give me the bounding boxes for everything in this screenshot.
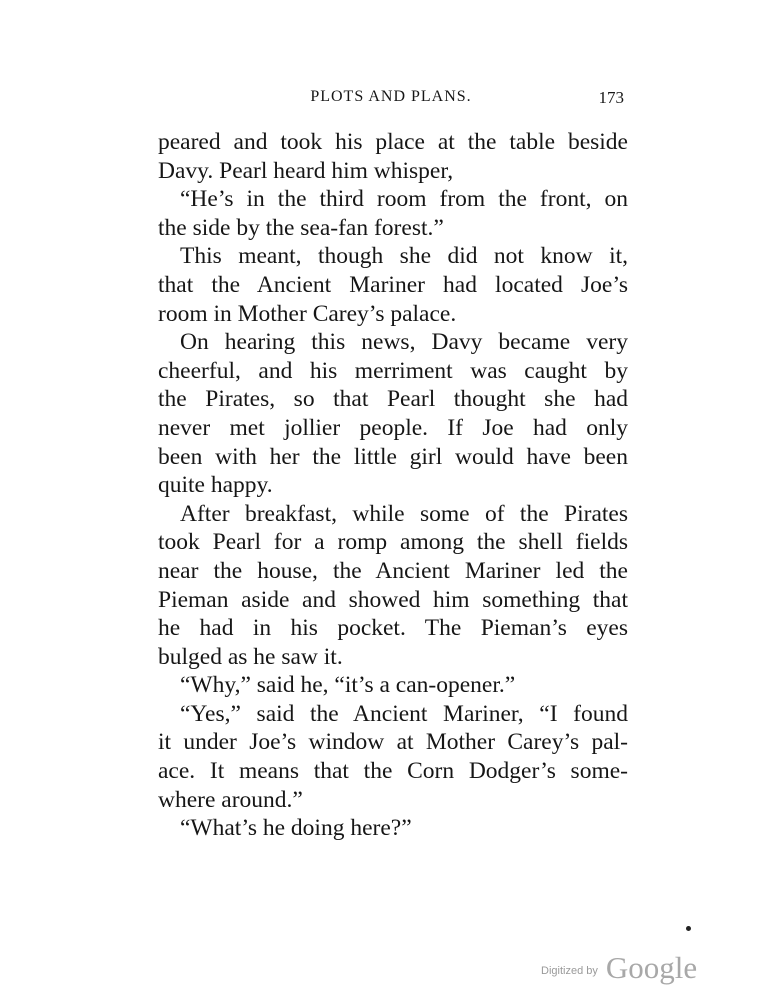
page-number: 173 — [598, 88, 624, 107]
text-line: “What’s he doing here?” — [180, 815, 412, 842]
text-line: “Why,” said he, “it’s a can-opener.” — [180, 672, 516, 699]
text-line: ace. It means that the Corn Dodger’s some- — [158, 758, 628, 785]
running-title: PLOTS AND PLANS. — [310, 88, 472, 105]
google-logo: Google — [605, 950, 698, 985]
ink-dot — [686, 926, 691, 931]
text-line: it under Joe’s window at Mother Carey’s pal- — [158, 729, 628, 756]
text-line: he had in his pocket. The Pieman’s eyes — [158, 615, 628, 642]
text-line: near the house, the Ancient Mariner led the — [158, 557, 628, 584]
text-line: “Yes,” said the Ancient Mariner, “I found — [180, 700, 628, 727]
text-line: cheerful, and his merriment was caught by — [158, 357, 628, 384]
text-line: the side by the sea-fan forest.” — [158, 214, 444, 241]
text-line: the Pirates, so that Pearl thought she had — [158, 386, 628, 413]
text-line: Davy. Pearl heard him whisper, — [158, 157, 454, 184]
running-header — [158, 88, 624, 114]
text-line: took Pearl for a romp among the shell fields — [158, 529, 628, 556]
text-line: On hearing this news, Davy became very — [180, 329, 628, 356]
text-line: where around.” — [158, 786, 303, 813]
digitized-by-text: Digitized by — [541, 965, 598, 977]
text-line: After breakfast, while some of the Pirates — [180, 500, 628, 527]
digitized-by-watermark — [541, 950, 697, 984]
text-line: room in Mother Carey’s palace. — [158, 300, 457, 327]
text-line: peared and took his place at the table beside — [158, 129, 628, 155]
text-line: This meant, though she did not know it, — [180, 243, 628, 270]
text-line: bulged as he saw it. — [158, 643, 343, 670]
text-line: been with her the little girl would have been — [158, 443, 628, 470]
text-line: Pieman aside and showed him something that — [158, 586, 628, 613]
text-line: that the Ancient Mariner had located Joe’s — [158, 271, 628, 298]
text-line: quite happy. — [158, 472, 273, 499]
body-text — [158, 128, 628, 843]
text-line: “He’s in the third room from the front, on — [180, 186, 628, 213]
text-line: never met jollier people. If Joe had only — [158, 414, 628, 441]
